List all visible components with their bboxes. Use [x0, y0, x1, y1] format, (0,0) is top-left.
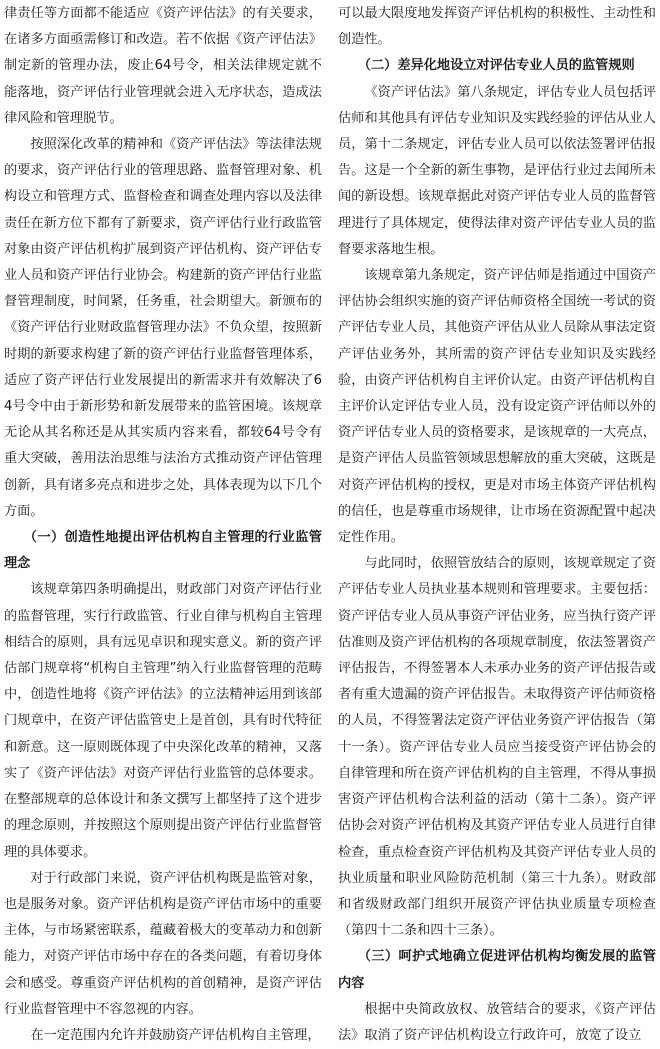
paragraph-reform-requirements: 按照深化改革的精神和《资产评估法》等法律法规的要求，资产评估行业的管理思路、监督管理对象、机构设立和管理方式、监督检查和调查处理内容以及法律责任在新方位下都有了新要求，资产评估行业行政监管对象由资产评估机构扩展到资产评估机构、资产评估专业人员和资产评估行业协会。构建新的资产评估行业监督管理制度，时间紧，任务重，社会期望大。新颁布的《资产评估行业财政监督管理办法》不负众望，按照新时期的新要求构建了新的资产评估行业监督管理体系，适应了资产评估行业发展提出的新需求并有效解决了64号令中由于新形势和新发展带来的监管困境。该规章无论从其名称还是从其实质内容来看，都较64号令有重大突破，善用法治思维与法治方式推动资产评估管理创新，具有诸多亮点和进步之处，具体表现为以下几个方面。 [4, 137, 322, 519]
section-heading-1: （一）创造性地提出评估机构自主管理的行业监管理念 [4, 530, 322, 572]
paragraph-article-9: 该规章第九条规定，资产评估师是指通过中国资产评估协会组织实施的资产评估师资格全国统一考试的资产评估专业人员，其他资产评估从业人员除从事法定资产评估业务外，其所需的资产评估专业知识及实践经验，由资产评估机构自主评价认定。由资产评估机构自主评价认定评估专业人员，没有设定资产评估师以外的资产评估专业人员的资格要求，是该规章的一大亮点，是资产评估人员监管领域思想解放的重大突破，这既是对资产评估机构的授权，更是对市场主体资产评估机构的信任，也是尊重市场规律，让市场在资源配置中起决定性作用。 [338, 268, 656, 546]
section-heading-2: （二）差异化地设立对评估专业人员的监管规则 [357, 58, 635, 74]
paragraph-article-4: 该规章第四条明确提出，财政部门对资产评估行业的监督管理，实行行政监管、行业自律与机构自主管理相结合的原则，具有远见卓识和现实意义。新的资产评估部门规章将“机构自主管理”纳入行业监督管理的范畴中，创造性地将《资产评估法》的立法精神运用到该部门规章中，在资产评估监管史上是首创，具有时代特征和新意。这一原则既体现了中央深化改革的精神，又落实了《资产评估法》对资产评估行业监管的总体要求。在整部规章的总体设计和条文撰写上都坚持了这个进步的理念原则，并按照这个原则提出资产评估行业监督管理的具体要求。 [4, 582, 322, 860]
left-column [4, 1, 322, 1043]
paragraph-intro-continued: 律责任等方面都不能适应《资产评估法》的有关要求，在诸多方面亟需修订和改造。若不依据《资产评估法》制定新的管理办法，废止64号令，相关法律规定就不能落地，资产评估行业管理就会进入无序状态，造成法律风险和管理脱节。 [4, 6, 322, 126]
paragraph-streamlining: 根据中央简政放权、放管结合的要求，《资产评估法》取消了资产评估机构设立行政许可，放宽了设立 [338, 1001, 656, 1043]
right-column [338, 1, 656, 1043]
paragraph-self-management-end: 可以最大限度地发挥资产评估机构的积极性、主动性和创造性。 [338, 6, 656, 48]
paragraph-article-8: 《资产评估法》第八条规定，评估专业人员包括评估师和其他具有评估专业知识及实践经验的评估从业人员，第十二条规定，评估专业人员可以依法签署评估报告。这是一个全新的新生事物，是评估行业过去闻所未闻的新设想。该规章据此对资产评估专业人员的监督管理进行了具体规定，使得法律对资产评估专业人员的监督要求落地生根。 [338, 84, 656, 257]
paragraph-self-management-start: 在一定范围内允许并鼓励资产评估机构自主管理， [30, 1027, 321, 1043]
paragraph-management-rules: 与此同时，依照管放结合的原则，该规章规定了资产评估专业人员执业基本规则和管理要求。主要包括：资产评估专业人员从事资产评估业务，应当执行资产评估准则及资产评估机构的各项规章制度，依法签署资产评估报告，不得签署本人未承办业务的资产评估报告或者有重大遗漏的资产评估报告。未取得资产评估师资格的人员，不得签署法定资产评估业务资产评估报告（第十一条）。资产评估专业人员应当接受资产评估协会的自律管理和所在资产评估机构的自主管理，不得从事损害资产评估机构合法利益的活动（第十二条）。资产评估协会对资产评估机构及其资产评估专业人员进行自律检查，重点检查资产评估机构及其资产评估专业人员的执业质量和职业风险防范机制（第三十九条）。财政部和省级财政部门组织开展资产评估执业质量专项检查（第四十二条和四十三条）。 [338, 556, 656, 939]
paragraph-administrative-departments: 对于行政部门来说，资产评估机构既是监管对象，也是服务对象。资产评估机构是资产评估市场中的重要主体，与市场紧密联系，蕴藏着极大的变革动力和创新能力，对资产评估市场中存在的各类问题，有着切身体会和感受。尊重资产评估机构的首创精神，是资产评估行业监督管理中不容忽视的内容。 [4, 870, 322, 1017]
section-heading-3: （三）呵护式地确立促进评估机构均衡发展的监管内容 [338, 949, 656, 991]
